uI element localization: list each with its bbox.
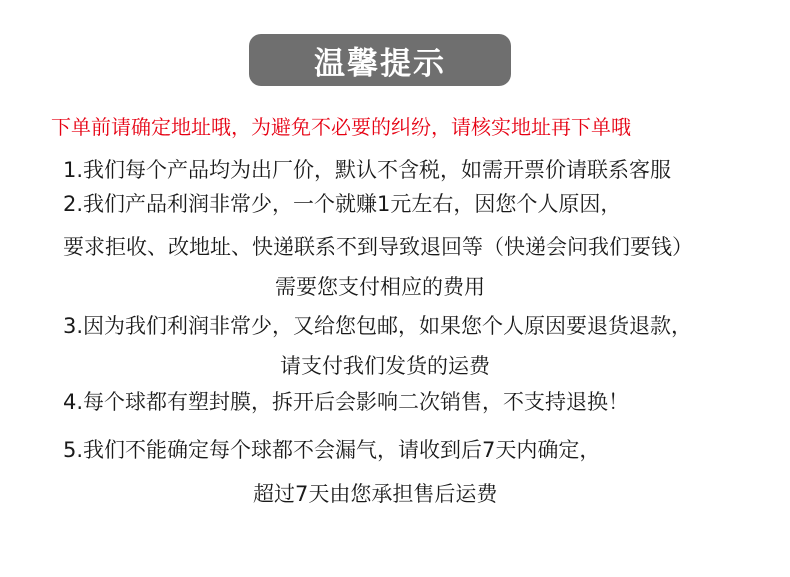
notice-item-3: 3.因为我们利润非常少，又给您包邮，如果您个人原因要退货退款，: [63, 314, 693, 338]
notice-item-2-cost: 需要您支付相应的费用: [275, 275, 485, 299]
notice-title: 温馨提示: [249, 34, 511, 86]
notice-item-2-continued: 要求拒收、改地址、快递联系不到导致退回等（快递会问我们要钱）: [63, 235, 693, 259]
notice-item-4: 4.每个球都有塑封膜，拆开后会影响二次销售，不支持退换！: [63, 390, 630, 414]
notice-item-5-continued: 超过7天由您承担售后运费: [253, 482, 498, 506]
notice-item-5: 5.我们不能确定每个球都不会漏气，请收到后7天内确定，: [63, 438, 601, 462]
notice-item-2: 2.我们产品利润非常少，一个就赚1元左右，因您个人原因，: [63, 192, 622, 216]
notice-item-1: 1.我们每个产品均为出厂价，默认不含税，如需开票价请联系客服: [63, 158, 672, 182]
notice-item-3-continued: 请支付我们发货的运费: [280, 354, 490, 378]
warning-text: 下单前请确定地址哦，为避免不必要的纠纷，请核实地址再下单哦: [51, 115, 631, 139]
